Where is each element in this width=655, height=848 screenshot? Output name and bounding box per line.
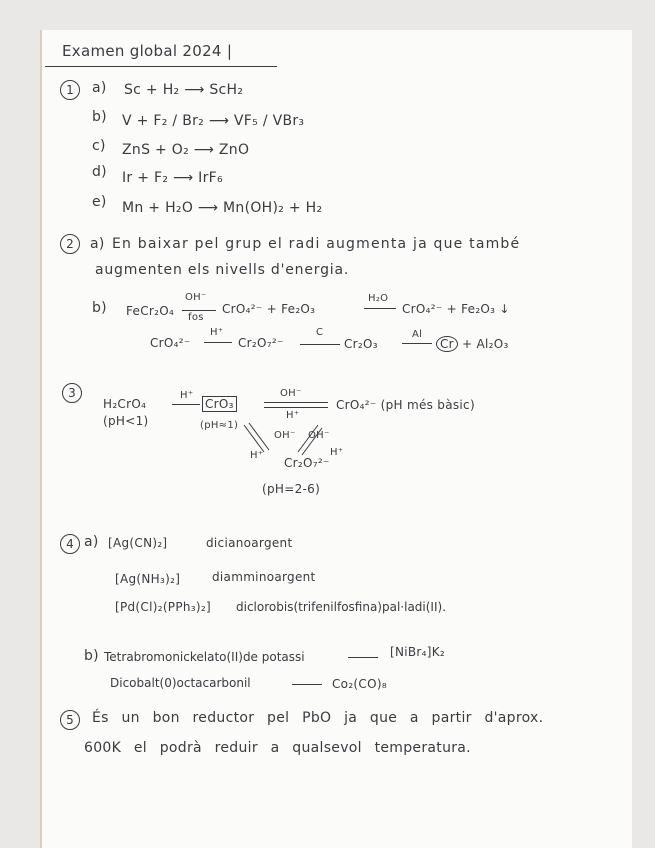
q2-b-s2: Cr₂O₇²⁻ — [238, 336, 284, 350]
q5-text-line1: És un bon reductor pel PbO ja que a partir d'aprox. — [92, 710, 544, 726]
q4-b-name-2: Dicobalt(0)octacarbonil — [110, 676, 251, 690]
q2-b-arrow1-bottom: fos — [188, 312, 204, 323]
question-number-5: 5 — [60, 710, 80, 730]
q1-c-label: c) — [92, 138, 106, 154]
q4-b-formula-2: Co₂(CO)₈ — [332, 677, 387, 691]
q2-b-a2: C — [316, 327, 324, 338]
q4-a-formula-2: [Ag(NH₃)₂] — [115, 572, 181, 586]
page-title: Examen global 2024 | — [62, 42, 233, 60]
q2-b-a3: Al — [412, 329, 423, 340]
q4-a-name-2: diamminoargent — [212, 570, 316, 584]
q5-text-line2: 600K el podrà reduir a qualsevol temperatura. — [84, 740, 471, 756]
q2-b-product: Cr — [436, 336, 458, 352]
q1-d-label: d) — [92, 164, 107, 180]
question-number-1: 1 — [60, 80, 80, 100]
q1-b-reaction: V + F₂ / Br₂ ⟶ VF₅ / VBr₃ — [122, 113, 305, 129]
equilibrium-arrow-icon — [264, 407, 328, 408]
q2-a-text-line1: En baixar pel grup el radi augmenta ja que també — [112, 236, 521, 252]
q3-acid: H₂CrO₄ — [103, 397, 147, 411]
q1-c-reaction: ZnS + O₂ ⟶ ZnO — [122, 142, 250, 158]
q2-b-arrow1-top: OH⁻ — [185, 292, 207, 303]
q3-left-arrow-label: H⁺ — [180, 390, 194, 401]
q2-b-a1: H⁺ — [210, 327, 224, 338]
arrow-icon — [172, 404, 200, 405]
question-number-2: 2 — [60, 234, 80, 254]
q4-b-name-1: Tetrabromonickelato(II)de potassi — [104, 650, 305, 664]
arrow-icon — [300, 344, 340, 345]
q2-b-start: FeCr₂O₄ — [126, 304, 175, 318]
q3-diag-left-h: H⁺ — [250, 450, 264, 461]
q1-b-label: b) — [92, 109, 107, 125]
arrow-icon — [182, 310, 216, 311]
q2-b-label: b) — [92, 300, 107, 316]
arrow-icon — [348, 657, 378, 658]
q1-e-label: e) — [92, 194, 107, 210]
q3-right-bottom: H⁺ — [286, 410, 300, 421]
q3-chromate: CrO₄²⁻ (pH més bàsic) — [336, 398, 475, 412]
q3-diag-left-oh: OH⁻ — [274, 430, 296, 441]
q4-a-name-3: diclorobis(trifenilfosfina)pal·ladi(II). — [236, 600, 447, 614]
q2-b-s3: Cr₂O₃ — [344, 337, 378, 351]
q1-a-reaction: Sc + H₂ ⟶ ScH₂ — [124, 82, 244, 98]
q3-right-top: OH⁻ — [280, 388, 302, 399]
q3-diag-right-oh: OH⁻ — [308, 430, 330, 441]
q1-d-reaction: Ir + F₂ ⟶ IrF₆ — [122, 170, 223, 186]
q2-b-tail: + Al₂O₃ — [462, 337, 509, 351]
question-number-3: 3 — [62, 383, 82, 403]
arrow-icon — [364, 308, 396, 309]
q3-acid-ph: (pH<1) — [103, 414, 149, 428]
q2-a-label: a) — [90, 236, 105, 252]
q3-oxide-ph: (pH≈1) — [200, 420, 239, 431]
q2-b-arrow2-top: H₂O — [368, 293, 389, 304]
arrow-icon — [402, 343, 432, 344]
q4-a-label: a) — [84, 534, 99, 550]
q3-oxide: CrO₃ — [202, 396, 237, 412]
arrow-icon — [204, 342, 232, 343]
arrow-icon — [292, 684, 322, 685]
title-underline — [45, 66, 277, 67]
q4-a-name-1: dicianoargent — [206, 536, 293, 550]
q3-dichromate-ph: (pH=2-6) — [262, 482, 321, 496]
equilibrium-arrow-icon — [264, 402, 328, 403]
q4-a-formula-1: [Ag(CN)₂] — [108, 536, 168, 550]
q3-dichromate: Cr₂O₇²⁻ — [284, 456, 330, 470]
q4-b-formula-1: [NiBr₄]K₂ — [390, 645, 446, 659]
q1-a-label: a) — [92, 80, 107, 96]
q2-b-end: CrO₄²⁻ + Fe₂O₃ ↓ — [402, 302, 510, 316]
q4-a-formula-3: [Pd(Cl)₂(PPh₃)₂] — [115, 600, 211, 614]
q2-b-s1: CrO₄²⁻ — [150, 336, 191, 350]
q2-b-mid: CrO₄²⁻ + Fe₂O₃ — [222, 302, 316, 316]
q2-a-text-line2: augmenten els nivells d'energia. — [95, 262, 350, 278]
question-number-4: 4 — [60, 534, 80, 554]
q1-e-reaction: Mn + H₂O ⟶ Mn(OH)₂ + H₂ — [122, 200, 323, 216]
q3-diag-right-h: H⁺ — [330, 447, 344, 458]
q4-b-label: b) — [84, 648, 99, 664]
